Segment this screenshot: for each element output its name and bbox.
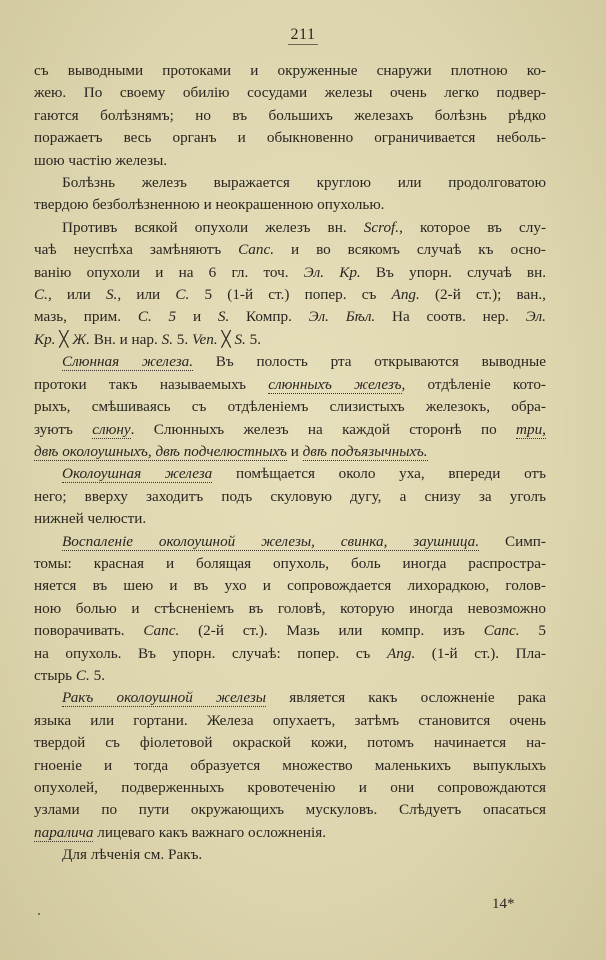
text-line — [34, 822, 546, 844]
text-run: на опухоль. Въ упорн. случаѣ: попер. съ — [34, 644, 387, 662]
text-line — [34, 351, 546, 373]
text-run: стырь — [34, 666, 76, 684]
italic-term: Воспаленіе околоушной железы, свинка, заушница. — [62, 532, 480, 550]
text-run: узлами по пути окружающихъ мускуловъ. Слѣдуетъ опасаться — [34, 801, 546, 819]
text-run: (2-й ст.); ван., — [419, 286, 546, 304]
text-run: опухолей, подверженныхъ кровотеченію и они сопровождаются — [34, 779, 546, 796]
signature-mark: 14* — [492, 896, 515, 912]
italic-term: Ang. — [386, 644, 416, 662]
italic-term: три, — [516, 420, 546, 438]
italic-term: двѣ околоушныхъ, двѣ подчелюстныхъ — [34, 442, 287, 460]
paragraph — [34, 351, 546, 463]
italic-term: C. — [75, 666, 90, 684]
text-line — [34, 194, 546, 216]
italic-term: Кр. — [34, 330, 56, 348]
text-run: и во всякомъ случаѣ къ осно- — [274, 241, 546, 259]
text-run: , или — [47, 286, 106, 304]
text-run: поворачивать. — [34, 622, 144, 640]
text-run: 5. — [245, 330, 262, 348]
paragraph — [34, 844, 546, 866]
text-run: мазь, прим. — [34, 308, 138, 326]
text-line — [34, 508, 546, 530]
text-run: гноеніе и тогда образуется множество маленькихъ выпуклыхъ — [34, 756, 546, 774]
text-run: помѣщается около уха, впереди отъ — [212, 465, 546, 483]
italic-term: Эл. — [525, 308, 546, 326]
text-line — [34, 777, 546, 799]
text-run: Болѣзнь железъ выражается круглою или продолговатою — [62, 174, 546, 192]
text-run: поражаетъ весь органъ и обыкновенно ограничивается неболь- — [34, 129, 546, 147]
text-line — [34, 643, 546, 665]
page-text — [34, 60, 546, 867]
italic-term: слюнныхъ железъ — [268, 375, 402, 393]
text-run: няется въ шею и въ ухо и сопровождается лихорадкою, голов- — [34, 577, 546, 595]
text-run: ванію опухоли и на 6 гл. точ. — [34, 263, 304, 281]
text-line — [34, 396, 546, 418]
italic-term: Caпс. — [238, 241, 275, 259]
text-run: твердою безболѣзненною и неокрашенною опухолью. — [34, 196, 385, 214]
text-run: и — [176, 308, 218, 326]
text-run: На соотв. нер. — [375, 308, 526, 326]
text-run: Въ упорн. случаѣ вн. — [360, 263, 546, 281]
text-run: протоки такъ называемыхъ — [34, 375, 269, 393]
italic-term: S. — [234, 330, 246, 348]
text-run: него; вверху заходитъ подъ скуловую дугу, а снизу за уголъ — [34, 487, 546, 505]
text-run: гаются болѣзнямъ; но въ большихъ железахъ болѣзнь рѣдко — [34, 106, 546, 124]
text-run: рыхъ, смѣшиваясь съ отдѣленіемъ слизистыхъ железокъ, обра- — [34, 398, 546, 416]
text-line — [34, 306, 546, 328]
text-run: чаѣ неуспѣха замѣняютъ — [34, 241, 239, 259]
text-line — [34, 575, 546, 597]
italic-term: C. — [34, 286, 48, 304]
text-run: Симп- — [479, 532, 546, 550]
text-run: , или — [117, 286, 176, 304]
text-run: является какъ осложненіе рака — [266, 689, 546, 707]
italic-term: C. 5 — [137, 308, 177, 326]
italic-term: паралича — [34, 823, 94, 841]
italic-term: Ven. — [191, 330, 218, 348]
text-run: Противъ всякой опухоли железъ вн. — [62, 218, 364, 236]
text-line — [34, 419, 546, 441]
italic-term: Ang. — [391, 286, 420, 304]
text-run: (1-й ст.). Пла- — [415, 644, 547, 662]
text-run: 5 (1-й ст.) попер. съ — [189, 286, 392, 304]
text-run: и — [286, 442, 303, 460]
text-run: Компр. — [229, 308, 309, 326]
italic-term: Caпс. — [483, 622, 520, 640]
text-line — [34, 463, 546, 485]
paragraph — [34, 60, 546, 172]
text-run: нижней челюсти. — [34, 510, 147, 528]
text-line — [34, 665, 546, 687]
text-run: твердой съ фіолетовой окраской кожи, потомъ начинается на- — [34, 734, 546, 752]
text-line — [34, 531, 546, 553]
text-run: Вн. и нар. — [89, 330, 162, 348]
text-line — [34, 262, 546, 284]
paragraph — [34, 172, 546, 217]
italic-term: C. — [175, 286, 190, 304]
text-run: ╳ — [217, 330, 235, 348]
text-line — [34, 844, 546, 866]
paragraph — [34, 531, 546, 688]
text-line — [34, 620, 546, 642]
ink-speck — [38, 913, 40, 915]
italic-term: Эл. Бѣл. — [308, 308, 376, 326]
italic-term: Эл. Кр. — [303, 263, 361, 281]
italic-term: Околоушная железа — [62, 465, 213, 483]
paragraph — [34, 687, 546, 844]
text-run: 5. — [89, 666, 106, 684]
text-run: (2-й ст.). Мазь или компр. изъ — [179, 622, 484, 640]
text-run: съ выводными протоками и окруженные снаружи плотною ко- — [34, 62, 546, 79]
paragraph — [34, 463, 546, 530]
text-run: . Слюнныхъ железъ на каждой сторонѣ по — [130, 420, 517, 438]
text-run: Для лѣченія см. Ракъ. — [62, 846, 203, 864]
text-line — [34, 553, 546, 575]
italic-term: Scrof. — [363, 218, 400, 236]
text-line — [34, 217, 546, 239]
text-line — [34, 150, 546, 172]
text-line — [34, 755, 546, 777]
text-line — [34, 441, 546, 463]
page-number: 211 — [0, 26, 606, 44]
text-run: 5. — [172, 330, 192, 348]
text-line — [34, 82, 546, 104]
text-run: ╳ — [55, 330, 73, 348]
text-line — [34, 732, 546, 754]
italic-term: Слюнная железа. — [62, 353, 194, 371]
text-line — [34, 329, 546, 351]
text-run: томы: красная и болящая опухоль, боль иногда распростра- — [34, 554, 546, 572]
text-line — [34, 598, 546, 620]
text-line — [34, 239, 546, 261]
text-line — [34, 710, 546, 732]
text-line — [34, 60, 546, 82]
italic-term: S. — [217, 308, 230, 326]
text-line — [34, 486, 546, 508]
paragraph — [34, 217, 546, 351]
text-line — [34, 127, 546, 149]
italic-term: двѣ подъязычныхъ. — [302, 442, 428, 460]
italic-term: S. — [105, 286, 118, 304]
text-run: шою частію железы. — [34, 151, 168, 169]
text-line — [34, 374, 546, 396]
text-run: языка или гортани. Железа опухаетъ, затѣмъ становится очень — [34, 711, 546, 729]
italic-term: Ракъ околоушной железы — [62, 689, 267, 707]
italic-term: S. — [161, 330, 173, 348]
text-line — [34, 687, 546, 709]
text-line — [34, 284, 546, 306]
text-line — [34, 799, 546, 821]
italic-term: Caпс. — [143, 622, 180, 640]
text-line — [34, 105, 546, 127]
text-run: Въ полость рта открываются выводные — [193, 353, 546, 371]
text-run: лицеваго какъ важнаго осложненія. — [93, 823, 326, 841]
text-run: 5 — [519, 622, 546, 640]
italic-term: слюну — [92, 420, 131, 438]
text-run: жею. По своему обилію сосудами железы очень легко подвер- — [34, 84, 546, 102]
text-run: , отдѣленіе кото- — [401, 375, 546, 393]
text-run: ною болью и стѣсненіемъ въ головѣ, которую иногда невозможно — [34, 599, 546, 617]
text-line — [34, 172, 546, 194]
text-run: зуютъ — [34, 420, 93, 438]
italic-term: Ж. — [72, 330, 90, 348]
text-run: , которое въ слу- — [399, 218, 546, 236]
